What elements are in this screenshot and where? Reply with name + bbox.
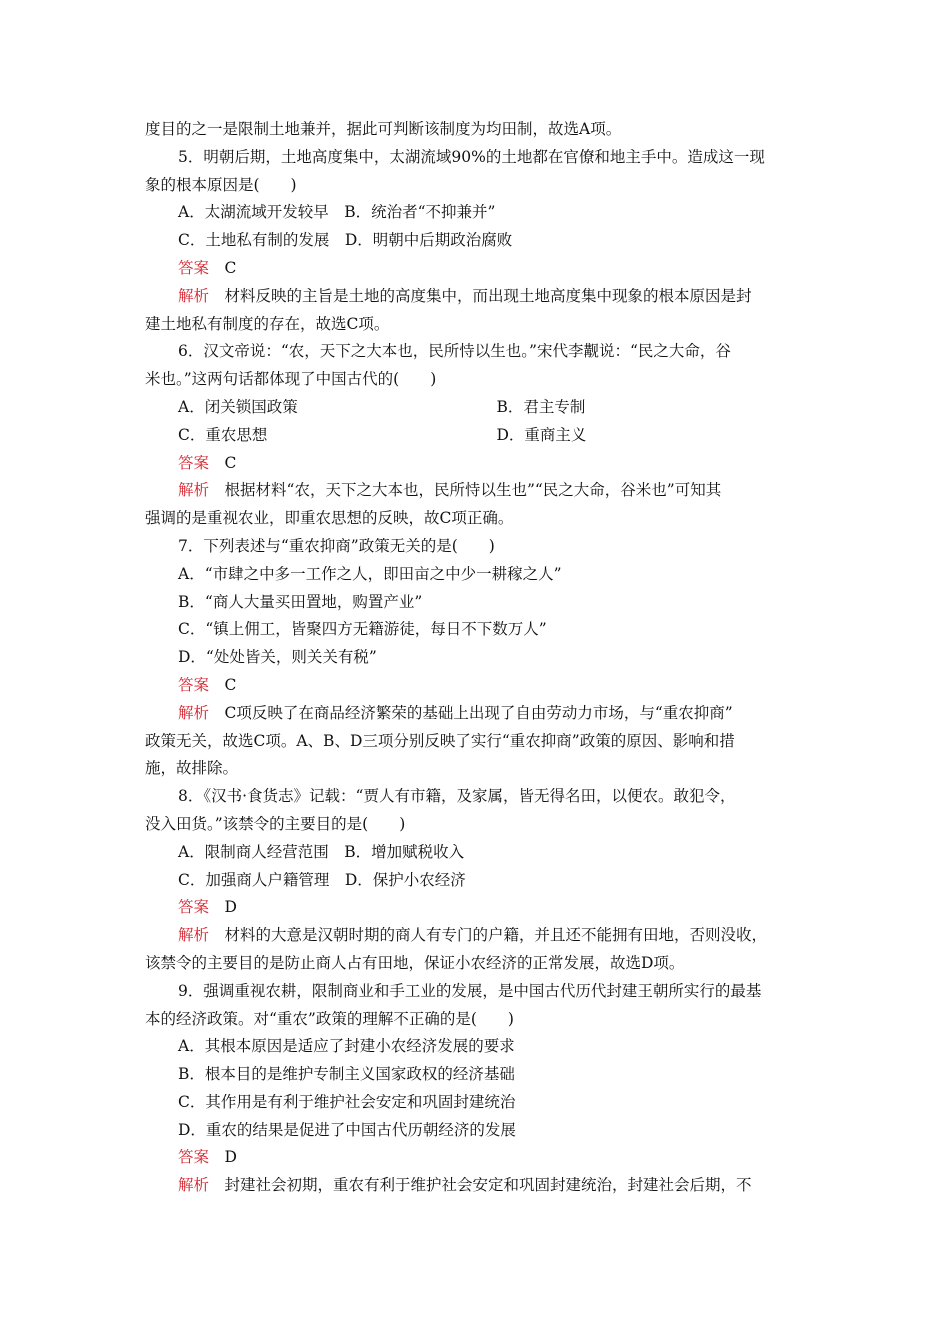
answer-label: 答案 [178, 1148, 210, 1167]
answer-value: C [209, 675, 237, 694]
option-c: C．其作用是有利于维护社会安定和巩固封建统治 [178, 1092, 516, 1111]
analysis-text: 根据材料“农，天下之大本也，民所恃以生也”“民之大命，谷米也”可知其 [209, 481, 722, 500]
options-line: A．太湖流域开发较早 B．统治者“不抑兼并” [178, 203, 496, 222]
options-line: A．限制商人经营范围 B．增加赋税收入 [178, 842, 465, 861]
options-row [145, 394, 815, 422]
answer-label: 答案 [178, 453, 210, 472]
answer-line [145, 672, 815, 700]
option-c: C．重农思想 [178, 425, 268, 444]
answer-value: C [209, 453, 237, 472]
option-a: A．闭关锁国政策 [178, 397, 298, 416]
text-line: 政策无关，故选C项。A、B、D三项分别反映了实行“重农抑商”政策的原因、影响和措 [145, 731, 735, 750]
option-a: A．“市肆之中多一工作之人，即田亩之中少一耕稼之人” [178, 564, 562, 583]
text-line: 度目的之一是限制土地兼并，据此可判断该制度为均田制，故选A项。 [145, 120, 622, 138]
option-b: B．君主专制 [496, 397, 586, 416]
answer-label: 答案 [178, 675, 210, 694]
analysis-text: 封建社会初期，重农有利于维护社会安定和巩固封建统治，封建社会后期，不 [209, 1176, 752, 1195]
question-9-stem: 9．强调重视农耕，限制商业和手工业的发展，是中国古代历代封建王朝所实行的最基 [178, 981, 762, 1000]
option-c: C．“镇上佣工，皆聚四方无籍游徒，每日不下数万人” [178, 620, 547, 639]
answer-label: 答案 [178, 258, 210, 277]
text-line: 米也。”这两句话都体现了中国古代的( ) [145, 370, 437, 389]
option-d: D．重农的结果是促进了中国古代历朝经济的发展 [178, 1120, 516, 1139]
analysis-text: 材料反映的主旨是土地的高度集中，而出现土地高度集中现象的根本原因是封 [209, 286, 752, 305]
option-b: B．“商人大量买田置地，购置产业” [178, 592, 423, 611]
analysis-line [145, 700, 815, 728]
answer-label: 答案 [178, 898, 210, 917]
question-6-stem: 6．汉文帝说：“农，天下之大本也，民所恃以生也。”宋代李觏说：“民之大命，谷 [178, 342, 731, 361]
analysis-line [145, 922, 815, 950]
option-b: B．根本目的是维护专制主义国家政权的经济基础 [178, 1065, 515, 1084]
analysis-label: 解析 [178, 926, 210, 945]
text-line: 施，故排除。 [145, 759, 239, 778]
analysis-line [145, 1172, 815, 1200]
text-line: 本的经济政策。对“重农”政策的理解不正确的是( ) [145, 1009, 514, 1028]
option-d: D．重商主义 [496, 425, 587, 444]
document-body [145, 116, 815, 1200]
answer-value: C [209, 258, 237, 277]
text-line: 该禁令的主要目的是防止商人占有田地，保证小农经济的正常发展，故选D项。 [145, 953, 685, 972]
analysis-label: 解析 [178, 481, 210, 500]
analysis-line [145, 283, 815, 311]
analysis-line [145, 477, 815, 505]
answer-value: D [209, 1148, 237, 1167]
option-a: A．其根本原因是适应了封建小农经济发展的要求 [178, 1037, 515, 1056]
answer-line [145, 1144, 815, 1172]
text-line: 象的根本原因是( ) [145, 175, 297, 194]
options-row [145, 422, 815, 450]
question-7-stem: 7．下列表述与“重农抑商”政策无关的是( ) [178, 536, 495, 555]
analysis-text: 材料的大意是汉朝时期的商人有专门的户籍，并且还不能拥有田地，否则没收， [209, 926, 768, 945]
analysis-label: 解析 [178, 286, 210, 305]
question-5-stem: 5．明朝后期，土地高度集中，太湖流域90%的土地都在官僚和地主手中。造成这一现 [178, 147, 765, 166]
question-8-stem: 8．《汉书·食货志》记载：“贾人有市籍，及家属，皆无得名田，以便农。敢犯令， [178, 787, 736, 806]
analysis-label: 解析 [178, 703, 210, 722]
text-line: 强调的是重视农业，即重农思想的反映，故C项正确。 [145, 509, 514, 528]
option-d: D．“处处皆关，则关关有税” [178, 648, 377, 667]
analysis-text: C项反映了在商品经济繁荣的基础上出现了自由劳动力市场，与“重农抑商” [209, 703, 733, 722]
options-line: C．加强商人户籍管理 D．保护小农经济 [178, 870, 466, 889]
answer-line [145, 255, 815, 283]
options-line: C．土地私有制的发展 D．明朝中后期政治腐败 [178, 231, 513, 250]
answer-line [145, 894, 815, 922]
analysis-label: 解析 [178, 1176, 210, 1195]
text-line: 建土地私有制度的存在，故选C项。 [145, 314, 390, 333]
answer-line [145, 450, 815, 478]
text-line: 没入田货。”该禁令的主要目的是( ) [145, 814, 406, 833]
answer-value: D [209, 898, 237, 917]
